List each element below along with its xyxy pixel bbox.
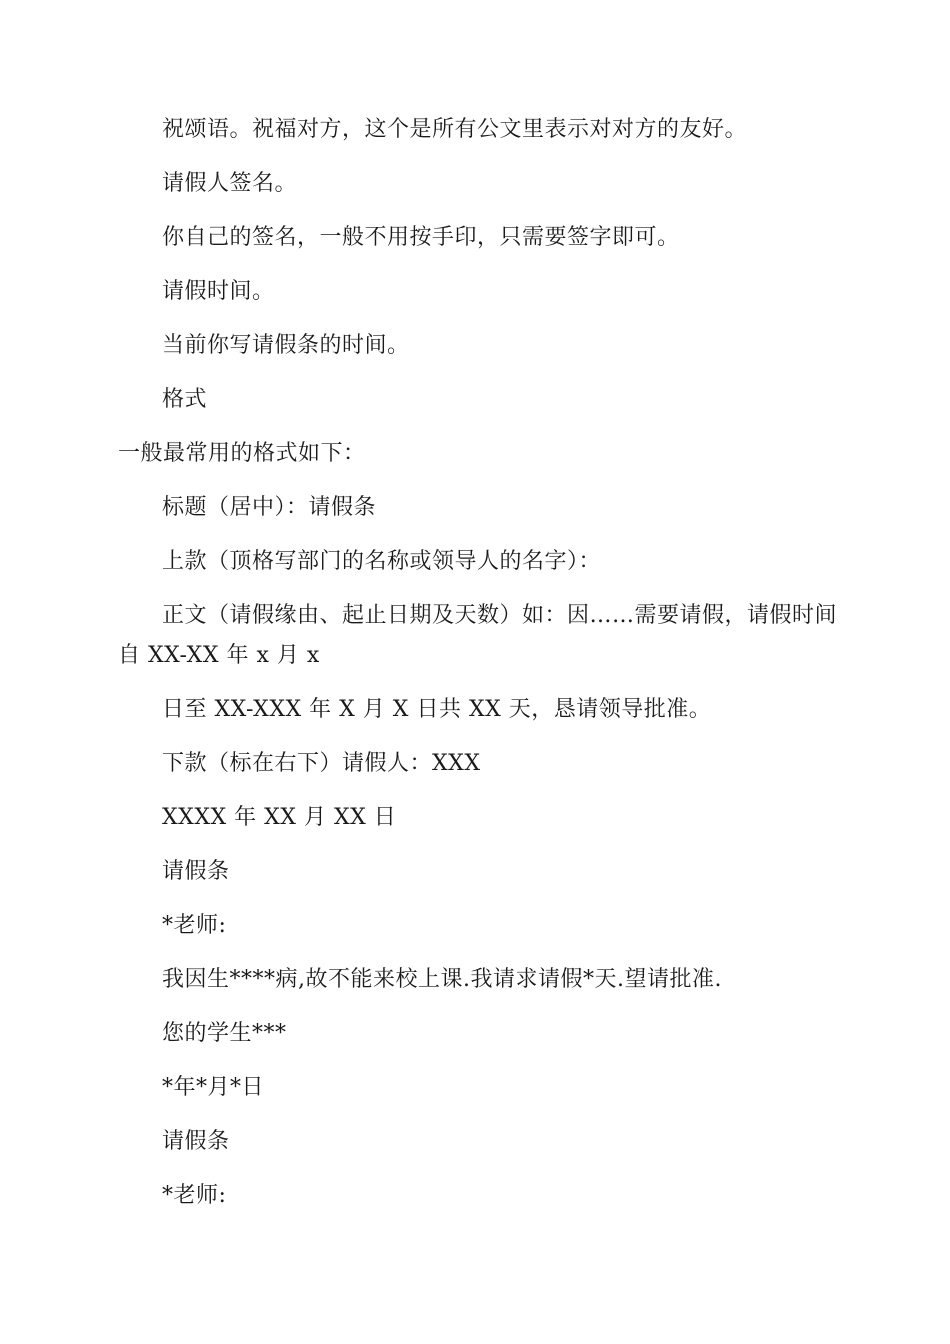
example1-title: 请假条 bbox=[162, 859, 230, 884]
section-heading-format: 格式 bbox=[162, 387, 208, 412]
paragraph-format-body-line2: 自 XX-XX 年 x 月 x bbox=[118, 643, 320, 668]
example2-title: 请假条 bbox=[162, 1129, 230, 1154]
paragraph-time-heading: 请假时间。 bbox=[162, 279, 275, 304]
paragraph-format-body-line1: 正文（请假缘由、起止日期及天数）如：因……需要请假，请假时间 bbox=[162, 603, 838, 628]
paragraph-signature-heading: 请假人签名。 bbox=[162, 171, 298, 196]
paragraph-format-date: XXXX 年 XX 月 XX 日 bbox=[162, 805, 397, 830]
example1-date: *年*月*日 bbox=[162, 1075, 265, 1100]
paragraph-format-title: 标题（居中）：请假条 bbox=[162, 495, 377, 520]
paragraph-format-salutation: 上款（顶格写部门的名称或领导人的名字）： bbox=[162, 549, 602, 574]
example2-salutation: *老师: bbox=[162, 1183, 227, 1208]
example1-signature: 您的学生*** bbox=[162, 1021, 287, 1046]
paragraph-signature-explanation: 你自己的签名，一般不用按手印，只需要签字即可。 bbox=[162, 225, 680, 250]
paragraph-time-explanation: 当前你写请假条的时间。 bbox=[162, 333, 410, 358]
example1-salutation: *老师: bbox=[162, 913, 227, 938]
example1-body: 我因生****病,故不能来校上课.我请求请假*天.望请批准. bbox=[162, 967, 722, 992]
paragraph-format-closing: 下款（标在右下）请假人：XXX bbox=[162, 751, 481, 776]
paragraph-format-body-line3: 日至 XX-XXX 年 X 月 X 日共 XX 天，恳请领导批准。 bbox=[162, 697, 712, 722]
paragraph-format-intro: 一般最常用的格式如下： bbox=[118, 441, 366, 466]
paragraph-greeting-explanation: 祝颂语。祝福对方，这个是所有公文里表示对对方的友好。 bbox=[162, 117, 748, 142]
